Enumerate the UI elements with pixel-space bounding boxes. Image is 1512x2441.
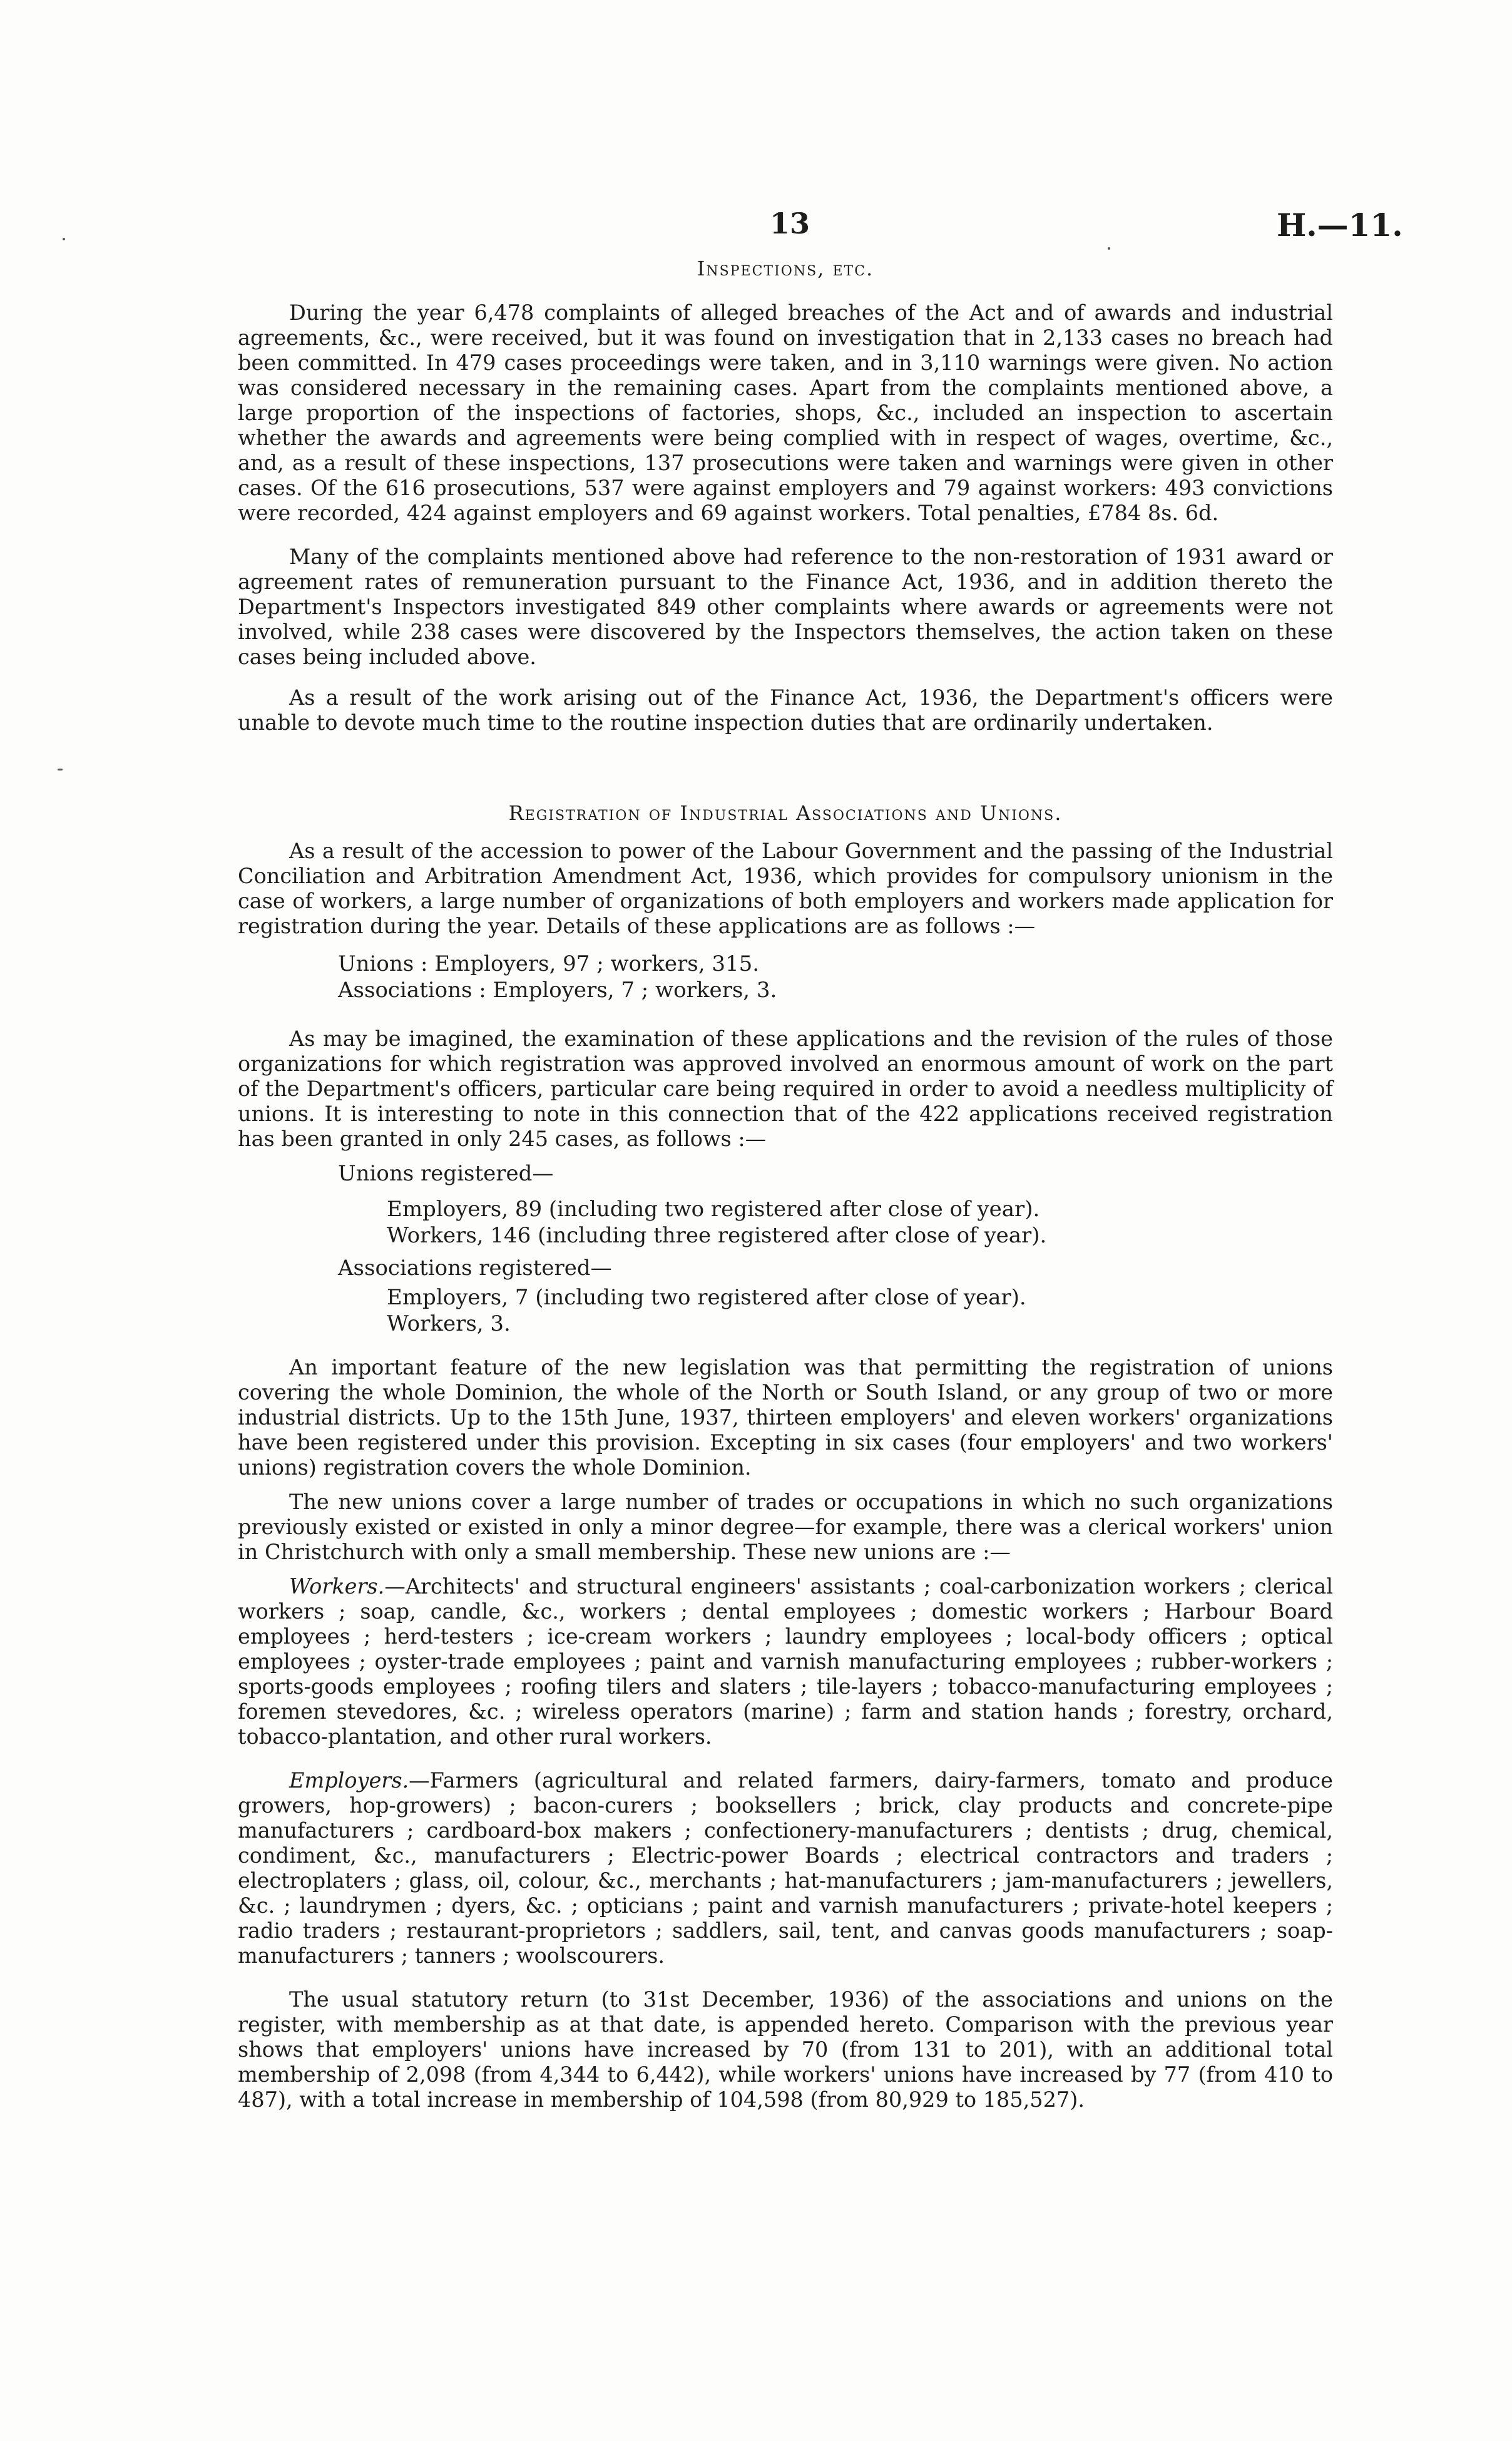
inspections-paragraph-1: During the year 6,478 complaints of alleged breaches of the Act and of awards and industrial agreements, &c., were received, but it was found on investigation that in 2,133 cases no breach had been committed. In 479 cases proceedings were taken, and in 3,110 warnings were given. No action was considered necessary in the remaining cases. Apart from the complaints mentioned above, a large proportion of the inspections of factories, shops, &c., included an inspection to ascertain whether the awards and agreements were being complied with in respect of wages, overtime, &c., and, as a result of these inspections, 137 prosecutions were taken and warnings were given in other cases. Of the 616 prosecutions, 537 were against employers and 79 against workers: 493 convictions were recorded, 424 against employers and 69 against workers. Total penalties, £784 8s. 6d. <box>238 300 1333 525</box>
scan-speck <box>1108 247 1110 250</box>
registration-paragraph-3: An important feature of the new legislation was that permitting the registration of unions covering the whole Dominion, the whole of the North or South Island, or any group of two or more industrial districts. Up to the 15th June, 1937, thirteen employers' and eleven workers' organizations have been registered under this provision. Excepting in six cases (four employers' and two workers' unions) registration covers the whole Dominion. <box>238 1355 1333 1480</box>
employers-lead: Employers. <box>289 1768 409 1793</box>
associations-registered-label: Associations registered— <box>338 1256 612 1281</box>
employers-list <box>238 1768 1333 1968</box>
workers-text: —Architects' and structural engineers' assistants ; coal-carbonization workers ; clerical workers ; soap, candle, &c., workers ; dental employees ; domestic workers ; Harbour Board employees ; herd-testers ; ice-cream workers ; laundry employees ; local-body officers ; optical employees ; oyster-trade employees ; paint and varnish manufacturing employees ; rubber-workers ; sports-goods employees ; roofing tilers and slaters ; tile-layers ; tobacco-manufacturing employees ; foremen stevedores, &c. ; wireless operators (marine) ; farm and station hands ; forestry, orchard, tobacco-plantation, and other rural workers. <box>238 1574 1333 1749</box>
associations-registered-workers: Workers, 3. <box>387 1311 511 1336</box>
workers-list <box>238 1574 1333 1749</box>
registration-paragraph-1: As a result of the accession to power of the Labour Government and the passing of the Industrial Conciliation and Arbitration Amendment Act, 1936, which provides for compulsory unionism in the case of workers, a large number of organizations of both employers and workers made application for registration during the year. Details of these applications are as follows :— <box>238 839 1333 938</box>
associations-registered-employers: Employers, 7 (including two registered after close of year). <box>387 1285 1026 1310</box>
unions-registered-workers: Workers, 146 (including three registered after close of year). <box>387 1223 1047 1248</box>
unions-registered-employers: Employers, 89 (including two registered after close of year). <box>387 1197 1040 1222</box>
workers-lead: Workers. <box>289 1574 385 1599</box>
page-number: 13 <box>770 207 810 240</box>
scan-speck <box>63 238 65 240</box>
unions-registered-label: Unions registered— <box>338 1161 554 1186</box>
registration-paragraph-2: As may be imagined, the examination of these applications and the revision of the rules of those organizations for which registration was approved involved an enormous amount of work on the part of the Department's officers, particular care being required in order to avoid a needless multiplicity of unions. It is interesting to note in this connection that of the 422 applications received registration has been granted in only 245 cases, as follows :— <box>238 1026 1333 1151</box>
report-code: H.—11. <box>1277 207 1403 243</box>
registration-heading: Registration of Industrial Associations and Unions. <box>508 801 1063 825</box>
applications-associations: Associations : Employers, 7 ; workers, 3. <box>338 978 777 1003</box>
employers-text: —Farmers (agricultural and related farmers, dairy-farmers, tomato and produce growers, hop-growers) ; bacon-curers ; booksellers ; brick, clay products and concrete-pipe manufacturers ; cardboard-box makers ; confectionery-manufacturers ; dentists ; drug, chemical, condiment, &c., manufacturers ; Electric-power Boards ; electrical contractors and traders ; electroplaters ; glass, oil, colour, &c., merchants ; hat-manufacturers ; jam-manufacturers ; jewellers, &c. ; laundrymen ; dyers, &c. ; opticians ; paint and varnish manufacturers ; private-hotel keepers ; radio traders ; restaurant-proprietors ; saddlers, sail, tent, and canvas goods manufacturers ; soap-manufacturers ; tanners ; woolscourers. <box>238 1768 1333 1968</box>
inspections-paragraph-3: As a result of the work arising out of the Finance Act, 1936, the Department's officers were unable to devote much time to the routine inspection duties that are ordinarily undertaken. <box>238 685 1333 735</box>
registration-paragraph-4: The new unions cover a large number of trades or occupations in which no such organizations previously existed or existed in only a minor degree—for example, there was a clerical workers' union in Christchurch with only a small membership. These new unions are :— <box>238 1490 1333 1564</box>
inspections-heading: Inspections, etc. <box>697 257 874 280</box>
scan-speck <box>58 769 63 770</box>
registration-paragraph-5: The usual statutory return (to 31st December, 1936) of the associations and unions on the register, with membership as at that date, is appended hereto. Comparison with the previous year shows that employers' unions have increased by 70 (from 131 to 201), with an additional total membership of 2,098 (from 4,344 to 6,442), while workers' unions have increased by 77 (from 410 to 487), with a total increase in membership of 104,598 (from 80,929 to 185,527). <box>238 1987 1333 2112</box>
applications-unions: Unions : Employers, 97 ; workers, 315. <box>338 951 760 976</box>
inspections-paragraph-2: Many of the complaints mentioned above had reference to the non-restoration of 1931 award or agreement rates of remuneration pursuant to the Finance Act, 1936, and in addition thereto the Department's Inspectors investigated 849 other complaints where awards or agreements were not involved, while 238 cases were discovered by the Inspectors themselves, the action taken on these cases being included above. <box>238 545 1333 669</box>
